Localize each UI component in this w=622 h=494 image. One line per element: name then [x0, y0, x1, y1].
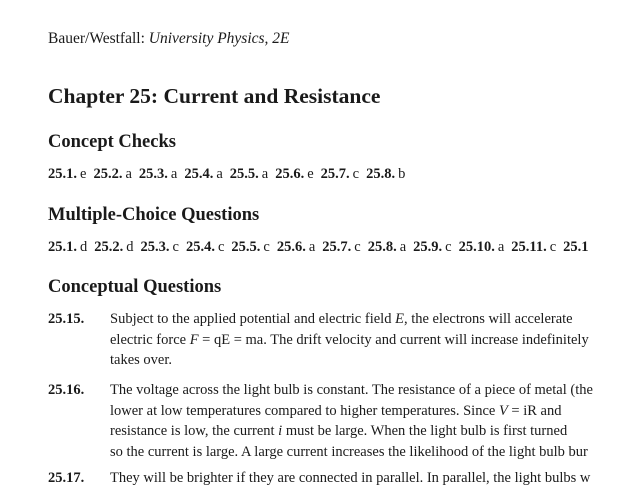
answer-item	[459, 239, 505, 255]
answer-letter: a	[497, 239, 505, 255]
problem-line: electric force F = qE = ma. The drift velocity and current will increase indefinitely	[110, 331, 589, 348]
answer-letter: c	[445, 239, 452, 255]
problem-line: so the current is large. A large current increases the likelihood of the light bulb bur	[110, 443, 588, 460]
answer-number: 25.6.	[275, 166, 305, 182]
concept-checks-answers	[48, 166, 412, 183]
answer-item	[141, 239, 179, 255]
answer-letter: a	[261, 166, 269, 182]
answer-number: 25.4.	[184, 166, 214, 182]
answer-letter: a	[308, 239, 316, 255]
answer-letter: a	[399, 239, 407, 255]
answer-letter: a	[125, 166, 132, 182]
multiple-choice-answers	[48, 239, 599, 256]
answer-letter: d	[80, 239, 88, 255]
answer-number: 25.5.	[229, 166, 259, 182]
multiple-choice-heading: Multiple-Choice Questions	[48, 205, 260, 225]
problem-text	[110, 311, 622, 373]
answer-item	[366, 166, 405, 182]
problem-line: Subject to the applied potential and electric field E, the electrons will accelerate	[110, 311, 573, 327]
running-header	[48, 30, 290, 48]
answer-letter: e	[307, 166, 314, 182]
answer-number: 25.2.	[94, 239, 124, 255]
answer-item	[368, 239, 406, 255]
answer-item	[321, 166, 359, 182]
answer-item	[93, 166, 131, 182]
answer-item	[511, 239, 556, 255]
answer-number: 25.8.	[367, 239, 397, 255]
chapter-title: Chapter 25: Current and Resistance	[48, 84, 381, 108]
answer-number: 25.7.	[322, 239, 352, 255]
answer-item	[231, 239, 269, 255]
answer-letter: c	[263, 239, 270, 255]
answer-item	[413, 239, 451, 255]
header-authors: Bauer/Westfall:	[48, 30, 145, 47]
answer-item	[275, 166, 313, 182]
answer-number: 25.6.	[276, 239, 306, 255]
answer-number: 25.3.	[140, 239, 170, 255]
answer-letter: a	[170, 166, 178, 182]
answer-number: 25.1.	[48, 166, 77, 182]
answer-number: 25.10.	[458, 239, 495, 255]
problem-text	[110, 382, 622, 464]
answer-number: 25.8.	[366, 166, 396, 182]
problem-number: 25.15.	[48, 311, 85, 327]
problem-line: lower at low temperatures compared to higher temperatures. Since V = iR and	[110, 402, 562, 419]
problem-number: 25.16.	[48, 382, 85, 398]
answer-letter: c	[352, 166, 360, 182]
answer-number: 25.1.	[48, 239, 77, 255]
answer-letter: b	[398, 166, 406, 182]
problem-text	[110, 470, 622, 491]
answer-item	[48, 166, 86, 182]
problem-line: They will be brighter if they are connected in parallel. In parallel, the light bulbs w	[110, 470, 591, 486]
answer-number: 25.7.	[320, 166, 350, 182]
answer-item	[184, 166, 222, 182]
answer-item	[186, 239, 224, 255]
answer-item	[563, 239, 591, 255]
problem-number: 25.17.	[48, 470, 85, 486]
answer-number: 25.5.	[231, 239, 261, 255]
answer-item	[230, 166, 268, 182]
answer-item	[277, 239, 315, 255]
answer-letter: c	[217, 239, 225, 255]
answer-letter: c	[172, 239, 179, 255]
answer-letter: c	[354, 239, 361, 255]
answer-number: 25.2.	[93, 166, 123, 182]
answer-number: 25.11.	[511, 239, 547, 255]
answer-letter: d	[126, 239, 134, 255]
answer-number: 25.4.	[185, 239, 215, 255]
concept-checks-heading: Concept Checks	[48, 132, 176, 152]
answer-number: 25.1	[563, 239, 589, 255]
answer-letter: e	[80, 166, 87, 182]
answer-letter: a	[216, 166, 223, 182]
answer-item	[94, 239, 133, 255]
problem-line: The voltage across the light bulb is constant. The resistance of a piece of metal (the	[110, 382, 593, 398]
answer-number: 25.9.	[413, 239, 443, 255]
answer-item	[139, 166, 177, 182]
answer-number: 25.3.	[138, 166, 168, 182]
answer-item	[48, 239, 87, 255]
conceptual-questions-heading: Conceptual Questions	[48, 277, 222, 297]
answer-letter: c	[549, 239, 557, 255]
header-book-title: University Physics, 2E	[148, 30, 290, 47]
problem-line: takes over.	[110, 352, 173, 368]
answer-item	[322, 239, 360, 255]
problem-line: resistance is low, the current i must be large. When the light bulb is first turned	[110, 423, 568, 439]
